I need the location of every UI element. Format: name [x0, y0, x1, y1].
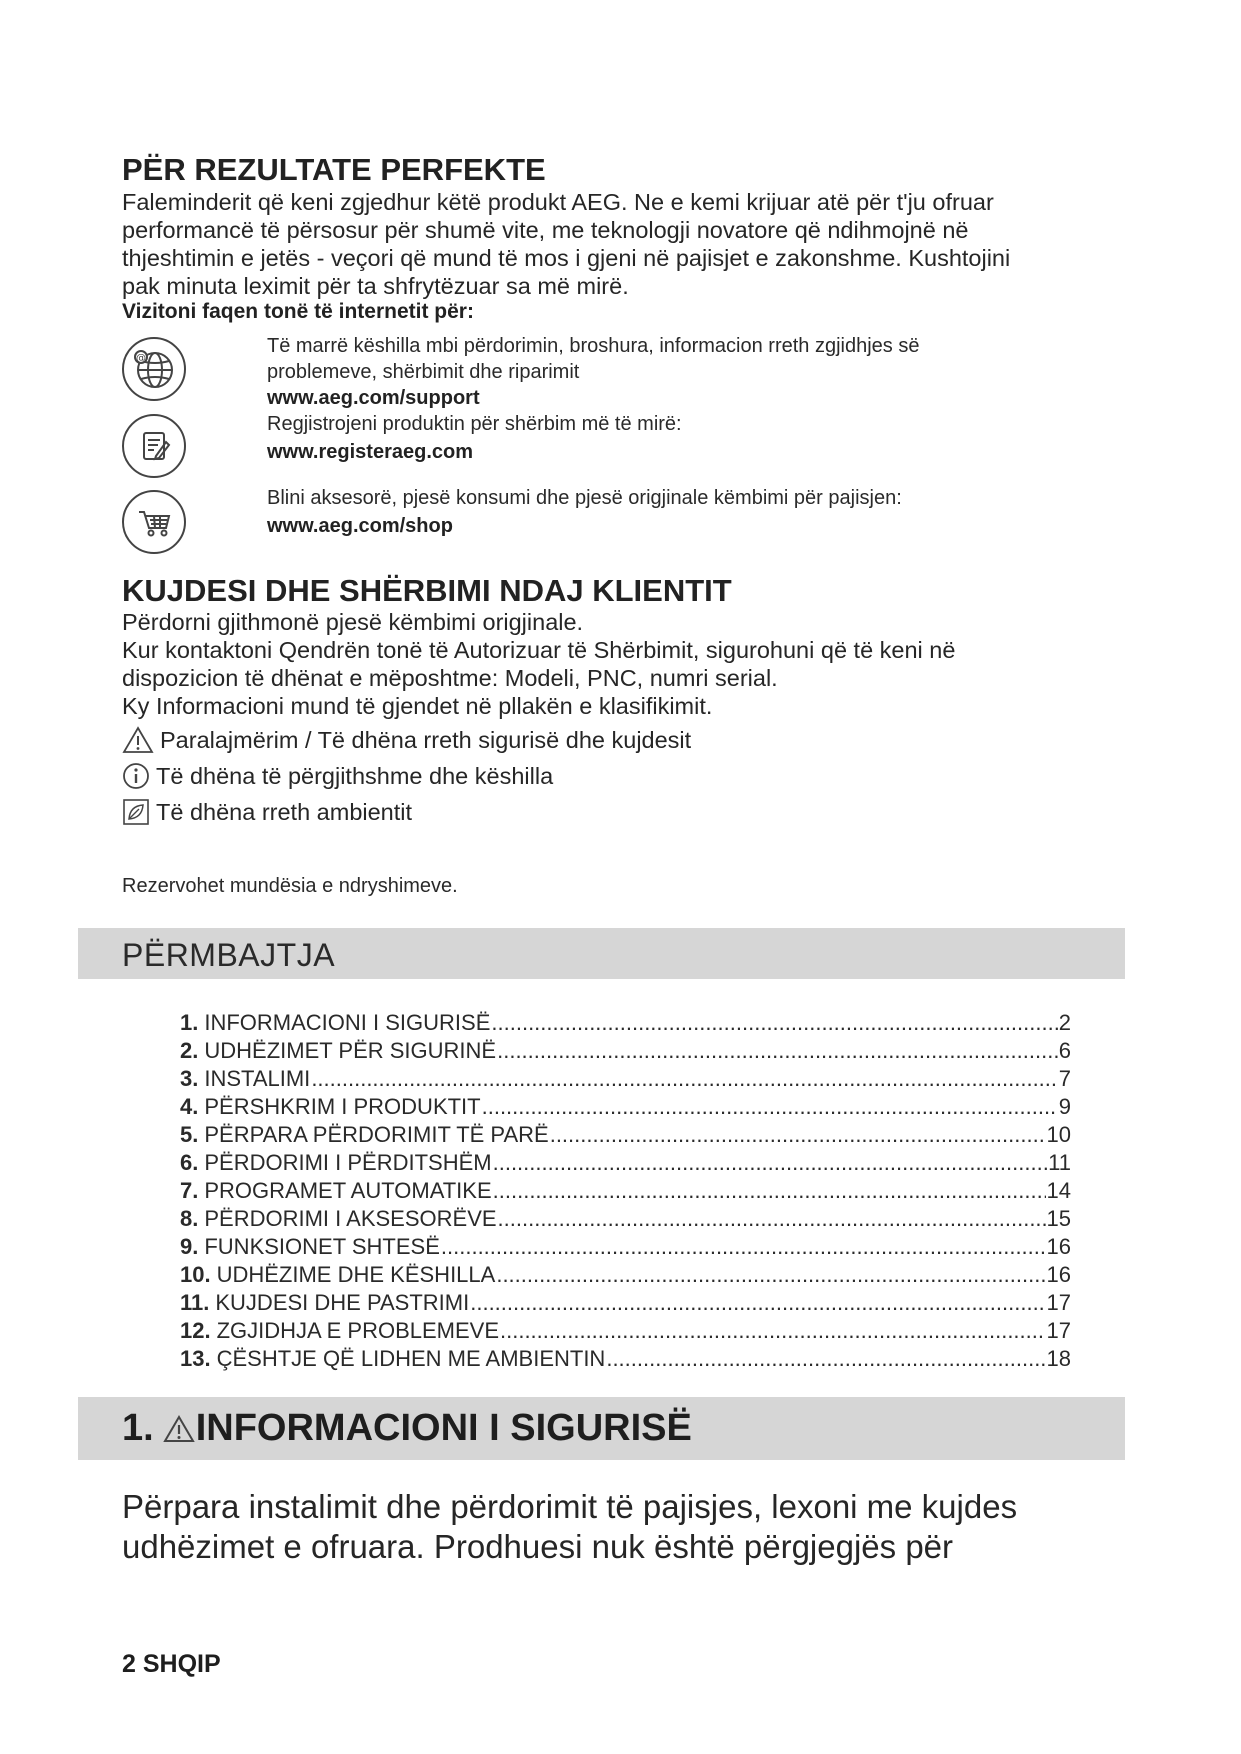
toc-item-label: PËRDORIMI I AKSESORËVE	[204, 1206, 497, 1231]
toc-item[interactable]	[180, 1065, 1071, 1093]
section-intro	[122, 1487, 1017, 1567]
intro-title: PËR REZULTATE PERFEKTE	[122, 152, 546, 187]
toc-item-number: 3.	[180, 1066, 199, 1091]
toc-item-page: 10	[1046, 1122, 1071, 1147]
care-line: Ky Informacioni mund të gjendet në pllakën e klasifikimit.	[122, 693, 713, 719]
shop-url-link[interactable]: www.aeg.com/shop	[267, 515, 453, 537]
page-footer: 2 SHQIP	[122, 1650, 221, 1678]
table-of-contents	[180, 1009, 1071, 1373]
cart-icon	[122, 490, 186, 554]
intro-line: Faleminderit që keni zgjedhur këtë produkt AEG. Ne e kemi krijuar atë për t'ju ofruar	[122, 189, 994, 215]
link-support	[267, 333, 919, 411]
toc-item[interactable]	[180, 1289, 1071, 1317]
toc-item-page: 6	[1058, 1038, 1071, 1063]
toc-item-number: 10.	[180, 1262, 211, 1287]
intro-line: pak minuta leximit për ta shfrytëzuar sa më mirë.	[122, 273, 629, 299]
link-shop-line: Blini aksesorë, pjesë konsumi dhe pjesë origjinale këmbimi për pajisjen:	[267, 487, 902, 509]
toc-item-label: INSTALIMI	[204, 1066, 311, 1091]
care-paragraph	[122, 608, 955, 720]
toc-item[interactable]	[180, 1205, 1071, 1233]
toc-item-label: PËRPARA PËRDORIMIT TË PARË	[204, 1122, 549, 1147]
toc-title: PËRMBAJTJA	[122, 937, 336, 973]
globe-icon	[122, 337, 186, 401]
intro-line: performancë të përsosur për shumë vite, me teknologji novatore që ndihmojnë në	[122, 217, 969, 243]
section-intro-line: Përpara instalimit dhe përdorimit të pajisjes, lexoni me kujdes	[122, 1488, 1018, 1525]
toc-item-page: 17	[1046, 1290, 1071, 1315]
legend-info	[122, 762, 553, 790]
toc-item-page: 11	[1048, 1150, 1071, 1175]
toc-item-page: 18	[1046, 1346, 1071, 1371]
toc-item-number: 5.	[180, 1122, 199, 1147]
toc-item-label: PËRDORIMI I PËRDITSHËM	[204, 1150, 492, 1175]
toc-item-label: INFORMACIONI I SIGURISË	[204, 1010, 491, 1035]
toc-item[interactable]	[180, 1149, 1071, 1177]
info-icon	[122, 762, 150, 790]
link-shop	[267, 485, 902, 539]
toc-item-label: UDHËZIMET PËR SIGURINË	[204, 1038, 497, 1063]
section-title	[122, 1407, 692, 1450]
toc-item-label: FUNKSIONET SHTESË	[204, 1234, 440, 1259]
care-line: Kur kontaktoni Qendrën tonë të Autorizuar të Shërbimit, sigurohuni që të keni në	[122, 637, 956, 663]
toc-item-number: 13.	[180, 1346, 211, 1371]
toc-item-number: 9.	[180, 1234, 199, 1259]
toc-item[interactable]	[180, 1317, 1071, 1345]
legend-environment-text: Të dhëna rreth ambientit	[156, 799, 413, 825]
section-number: 1.	[122, 1407, 154, 1449]
toc-item-number: 2.	[180, 1038, 199, 1063]
intro-paragraph	[122, 188, 1010, 300]
toc-item-page: 16	[1046, 1262, 1071, 1287]
register-icon	[122, 414, 186, 478]
legend-warning-text: Paralajmërim / Të dhëna rreth sigurisë dhe kujdesit	[160, 727, 692, 753]
toc-item-number: 8.	[180, 1206, 199, 1231]
toc-item[interactable]	[180, 1093, 1071, 1121]
toc-item[interactable]	[180, 1261, 1071, 1289]
toc-item-label: KUJDESI DHE PASTRIMI	[215, 1290, 470, 1315]
toc-item-number: 7.	[180, 1178, 199, 1203]
link-register	[267, 411, 682, 465]
intro-line: thjeshtimin e jetës - veçori që mund të mos i gjeni në pajisjet e zakonshme. Kushtojini	[122, 245, 1011, 271]
toc-item[interactable]	[180, 1121, 1071, 1149]
toc-item-page: 16	[1046, 1234, 1071, 1259]
toc-item-label: PËRSHKRIM I PRODUKTIT	[204, 1094, 481, 1119]
toc-item-page: 15	[1046, 1206, 1071, 1231]
care-line: dispozicion të dhënat e mëposhtme: Modeli, PNC, numri serial.	[122, 665, 778, 691]
toc-item-number: 11.	[180, 1290, 210, 1315]
toc-item-number: 1.	[180, 1010, 199, 1035]
toc-item-label: PROGRAMET AUTOMATIKE	[204, 1178, 492, 1203]
care-line: Përdorni gjithmonë pjesë këmbimi origjinale.	[122, 609, 584, 635]
register-url-link[interactable]: www.registeraeg.com	[267, 441, 473, 463]
toc-item[interactable]	[180, 1233, 1071, 1261]
leaf-icon	[122, 798, 150, 826]
section-header-band	[78, 1397, 1125, 1460]
section-intro-line: udhëzimet e ofruara. Prodhuesi nuk është përgjegjës për	[122, 1528, 954, 1565]
toc-item-number: 12.	[180, 1318, 211, 1343]
toc-item-label: ZGJIDHJA E PROBLEMEVE	[216, 1318, 499, 1343]
warning-icon	[162, 1414, 196, 1444]
link-register-line: Regjistrojeni produktin për shërbim më të mirë:	[267, 413, 682, 435]
visit-label: Vizitoni faqen tonë të internetit për:	[122, 300, 474, 323]
toc-item[interactable]	[180, 1009, 1071, 1037]
changes-note: Rezervohet mundësia e ndryshimeve.	[122, 875, 458, 897]
toc-item-page: 9	[1058, 1094, 1071, 1119]
toc-item[interactable]	[180, 1345, 1071, 1373]
link-support-line: Të marrë këshilla mbi përdorimin, broshura, informacion rreth zgjidhjes së	[267, 335, 920, 357]
svg-text:@: @	[136, 353, 146, 364]
toc-item-page: 17	[1046, 1318, 1071, 1343]
link-support-line: problemeve, shërbimit dhe riparimit	[267, 361, 580, 383]
toc-item[interactable]	[180, 1177, 1071, 1205]
support-url-link[interactable]: www.aeg.com/support	[267, 387, 480, 409]
toc-item[interactable]	[180, 1037, 1071, 1065]
toc-item-label: UDHËZIME DHE KËSHILLA	[216, 1262, 496, 1287]
toc-item-page: 2	[1058, 1010, 1071, 1035]
toc-item-number: 6.	[180, 1150, 199, 1175]
legend-environment	[122, 798, 412, 826]
toc-item-page: 14	[1046, 1178, 1071, 1203]
legend-info-text: Të dhëna të përgjithshme dhe këshilla	[156, 763, 554, 789]
warning-icon	[122, 726, 154, 754]
toc-header-band	[78, 928, 1125, 979]
section-title-text: INFORMACIONI I SIGURISË	[195, 1407, 692, 1449]
legend-warning	[122, 726, 691, 754]
toc-item-label: ÇËSHTJE QË LIDHEN ME AMBIENTIN	[216, 1346, 606, 1371]
toc-item-page: 7	[1058, 1066, 1071, 1091]
care-title: KUJDESI DHE SHËRBIMI NDAJ KLIENTIT	[122, 573, 732, 608]
toc-item-number: 4.	[180, 1094, 199, 1119]
